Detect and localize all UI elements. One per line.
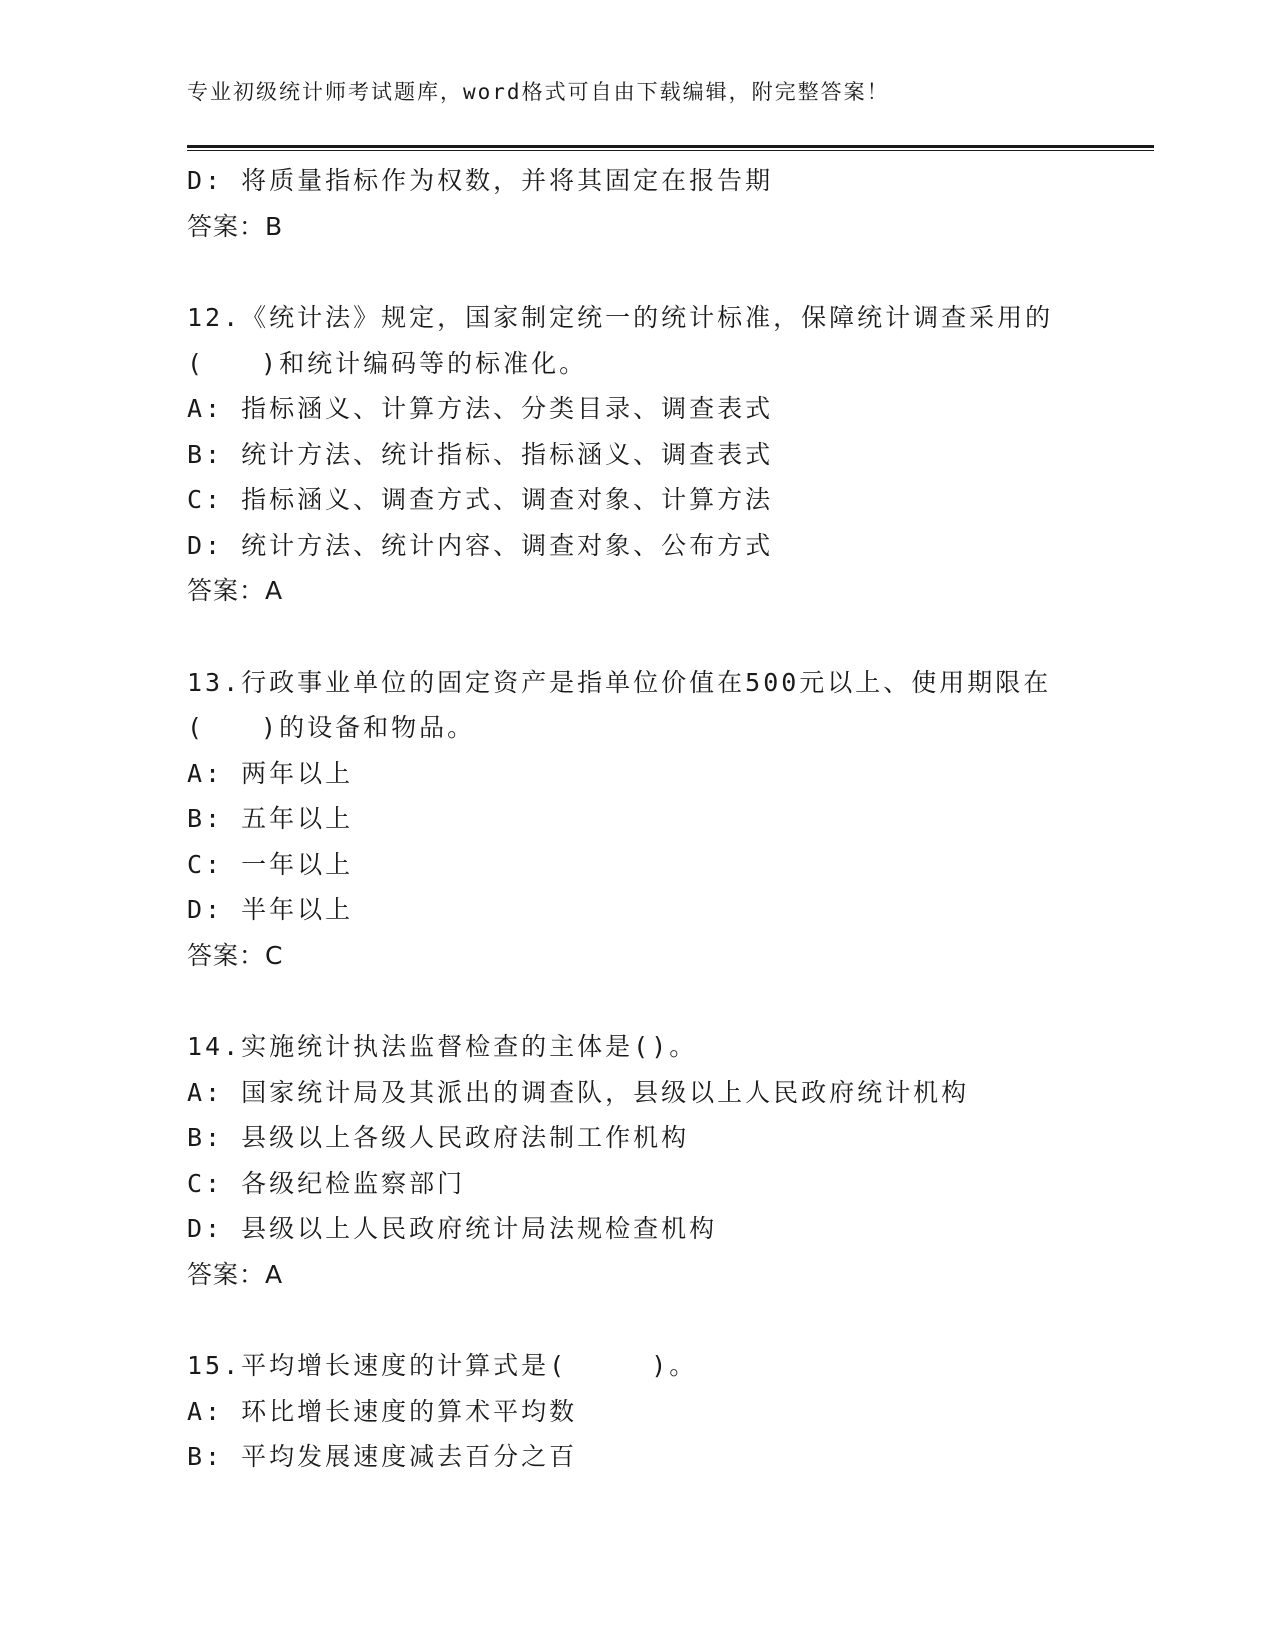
page-header: 专业初级统计师考试题库，word格式可自由下载编辑，附完整答案！ bbox=[187, 80, 890, 104]
option-b: B: 县级以上各级人民政府法制工作机构 bbox=[187, 1123, 690, 1152]
option-c: C: 指标涵义、调查方式、调查对象、计算方法 bbox=[187, 485, 774, 514]
answer: 答案：A bbox=[187, 576, 284, 605]
prev-option-d: D: 将质量指标作为权数，并将其固定在报告期 bbox=[187, 166, 774, 195]
question-15 bbox=[187, 1343, 1087, 1480]
question-stem-cont: ( )和统计编码等的标准化。 bbox=[187, 348, 588, 378]
option-b: B: 平均发展速度减去百分之百 bbox=[187, 1442, 578, 1471]
option-c: C: 各级纪检监察部门 bbox=[187, 1168, 466, 1198]
question-13 bbox=[187, 660, 1087, 979]
option-a: A: 两年以上 bbox=[187, 758, 354, 788]
option-a: A: 国家统计局及其派出的调查队，县级以上人民政府统计机构 bbox=[187, 1077, 970, 1107]
question-content bbox=[187, 158, 1087, 1480]
question-stem: 15.平均增长速度的计算式是( )。 bbox=[187, 1351, 698, 1380]
option-d: D: 县级以上人民政府统计局法规检查机构 bbox=[187, 1214, 718, 1243]
option-c: C: 一年以上 bbox=[187, 849, 354, 879]
question-14 bbox=[187, 1024, 1087, 1297]
option-b: B: 五年以上 bbox=[187, 804, 354, 833]
question-stem: 12.《统计法》规定，国家制定统一的统计标准，保障统计调查采用的 bbox=[187, 303, 1054, 332]
header-divider-thick bbox=[187, 145, 1154, 148]
question-stem: 13.行政事业单位的固定资产是指单位价值在500元以上、使用期限在 bbox=[187, 667, 1052, 697]
option-a: A: 环比增长速度的算术平均数 bbox=[187, 1396, 578, 1426]
answer: 答案：A bbox=[187, 1259, 284, 1289]
question-stem-cont: ( )的设备和物品。 bbox=[187, 713, 476, 742]
option-d: D: 统计方法、统计内容、调查对象、公布方式 bbox=[187, 530, 774, 560]
option-a: A: 指标涵义、计算方法、分类目录、调查表式 bbox=[187, 394, 774, 423]
question-stem: 14.实施统计执法监督检查的主体是()。 bbox=[187, 1032, 698, 1061]
header-divider-thin bbox=[187, 150, 1154, 151]
prev-answer: 答案：B bbox=[187, 211, 284, 241]
option-b: B: 统计方法、统计指标、指标涵义、调查表式 bbox=[187, 439, 774, 469]
answer: 答案：C bbox=[187, 940, 284, 970]
option-d: D: 半年以上 bbox=[187, 895, 354, 924]
question-12 bbox=[187, 295, 1087, 614]
